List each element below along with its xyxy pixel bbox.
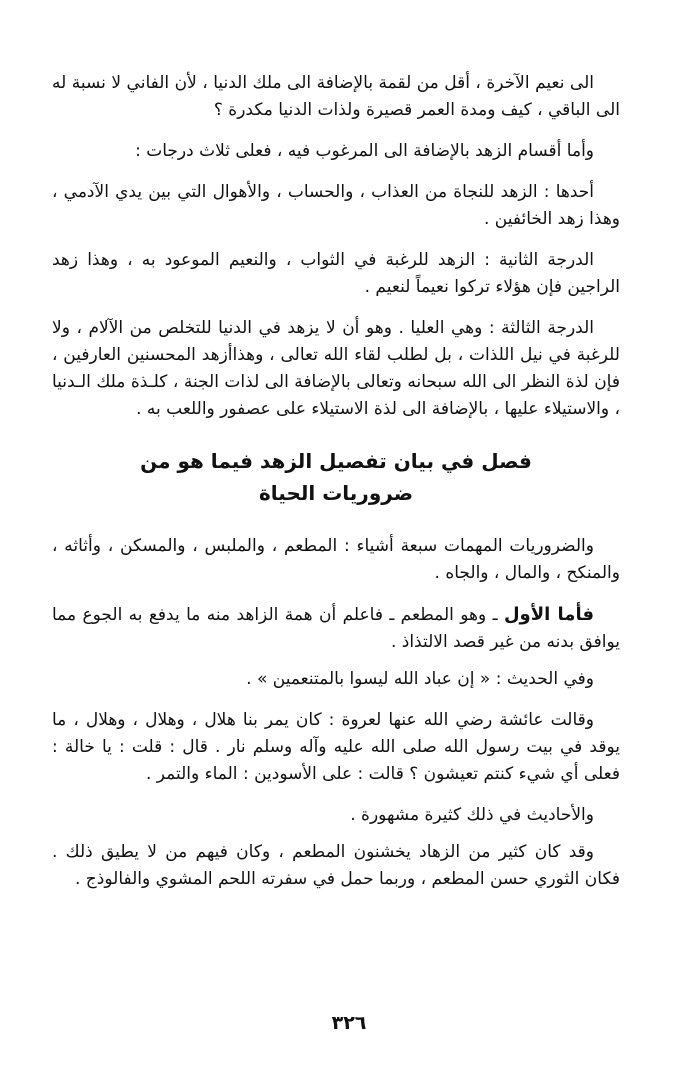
- paragraph-3: أحدها : الزهد للنجاة من العذاب ، والحساب ، والأهوال التي بين يدي الآدمي ، وهذا زهد الخائفين .: [52, 182, 620, 229]
- section-heading: [52, 445, 620, 509]
- paragraph-1: الى نعيم الآخرة ، أقل من لقمة بالإضافة الى ملك الدنيا ، لأن الفاني لا نسبة له الى الباقي ، كيف ومدة العمر قصيرة ولذات الدنيا مكدرة ؟: [52, 73, 620, 120]
- page-number: ٣٢٦: [331, 1012, 367, 1034]
- paragraph-4: الدرجة الثانية : الزهد للرغبة في الثواب ، والنعيم الموعود به ، وهذا زهد الراجين فإن هؤلاء تركوا نعيماً لنعيم .: [52, 250, 620, 297]
- paragraph-2: وأما أقسام الزهد بالإضافة الى المرغوب فيه ، فعلى ثلاث درجات :: [135, 141, 594, 161]
- paragraph-5: الدرجة الثالثة : وهي العليا . وهو أن لا يزهد في الدنيا للتخلص من الآلام ، ولا للرغبة في نيل اللذات ، بل لطلب لقاء الله تعالى ، وهذاأزهد المحسنين العارفين ، فإن لذة النظر الى الله سبحانه وتعالى بالإضافة الى لذات الجنة ، كلـذة ملك الـدنيا ، والاستيلاء عليها ، بالإضافة الى لذة الاستيلاء على عصفور واللعب به .: [52, 318, 620, 419]
- section-paragraph-3: وفي الحديث : « إن عباد الله ليسوا بالمتنعمين » .: [246, 669, 594, 689]
- section-heading-line-2: ضروريات الحياة: [258, 481, 414, 505]
- section-paragraph-1: والضروريات المهمات سبعة أشياء : المطعم ، والملبس ، والمسكن ، وأثاثه ، والمنكح ، والمال ، والجاه .: [52, 536, 620, 583]
- section-paragraph-5: والأحاديث في ذلك كثيرة مشهورة .: [350, 805, 594, 825]
- section-paragraph-6: وقد كان كثير من الزهاد يخشنون المطعم ، وكان فيهم من لا يطيق ذلك . فكان الثوري حسن المطعم ، وربما حمل في سفرته اللحم المشوي والفالوذج .: [52, 842, 620, 889]
- section-paragraph-4: وقالت عائشة رضي الله عنها لعروة : كان يمر بنا هلال ، وهلال ، وهلال ، ما يوقد في بيت رسول الله صلى الله عليه وآله وسلم نار . قال : قلت : يا خالة : فعلى أي شيء كنتم تعيشون ؟ قالت : على الأسودين : الماء والتمر .: [52, 710, 620, 784]
- section-heading-line-1: فصل في بيان تفصيل الزهد فيما هو من: [140, 449, 532, 473]
- section-paragraph-2: [52, 601, 620, 656]
- paragraph-lead-word: فأما الأول: [503, 604, 594, 625]
- paragraph-rest: ـ وهو المطعم ـ فاعلم أن همة الزاهد منه ما يدفع به الجوع مما يوافق بدنه من غير قصد الالتذاذ .: [52, 605, 620, 652]
